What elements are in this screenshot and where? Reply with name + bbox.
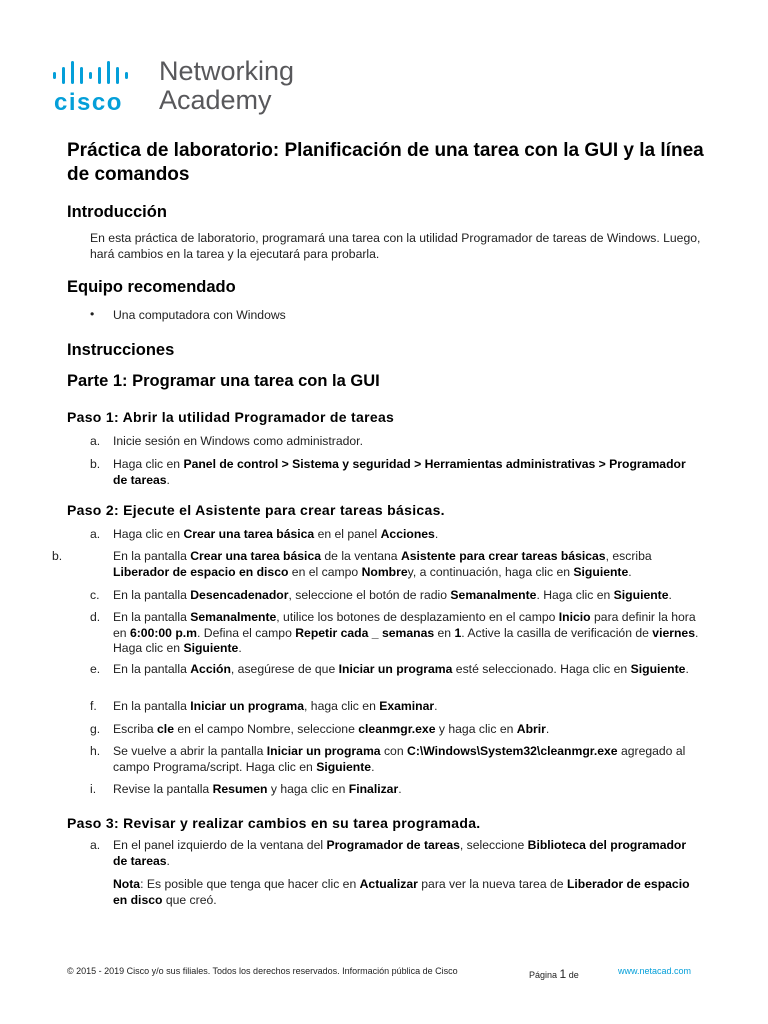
list-marker: b. xyxy=(52,549,63,563)
list-item-text: En la pantalla Crear una tarea básica de la ventana Asistente para crear tareas básicas, escriba Liberador de espacio en disco en el campo Nombrey, a continuación, haga clic en Siguiente. xyxy=(113,549,652,579)
list-item-text: En la pantalla Desencadenador, seleccione el botón de radio Semanalmente. Haga clic en Siguiente. xyxy=(113,588,672,602)
list-marker: a. xyxy=(90,527,101,541)
equipment-item: Una computadora con Windows xyxy=(113,308,286,322)
note-text: Nota: Es posible que tenga que hacer clic en Actualizar para ver la nueva tarea de Liberador de espacio en disco que creó. xyxy=(113,877,690,907)
list-item-text: Se vuelve a abrir la pantalla Iniciar un programa con C:\Windows\System32\cleanmgr.exe agregado al campo Programa/script. Haga clic en Siguiente. xyxy=(113,744,686,774)
equipment-bullet-icon: • xyxy=(90,307,95,321)
footer-page-info xyxy=(529,967,579,981)
list-item-text: Haga clic en Crear una tarea básica en el panel Acciones. xyxy=(113,527,439,541)
list-marker: b. xyxy=(90,457,101,471)
list-marker: c. xyxy=(90,588,100,602)
list-item-text: En la pantalla Acción, asegúrese de que Iniciar un programa esté seleccionado. Haga clic en Siguiente. xyxy=(113,662,689,676)
logo-networking-text: Networking xyxy=(159,56,295,86)
instructions-heading: Instrucciones xyxy=(67,341,175,359)
list-marker: g. xyxy=(90,722,101,736)
step1-heading: Paso 1: Abrir la utilidad Programador de tareas xyxy=(67,409,395,425)
page-label: Página xyxy=(529,970,558,980)
step2-heading: Paso 2: Ejecute el Asistente para crear tareas básicas. xyxy=(67,502,445,518)
footer-copyright: © 2015 - 2019 Cisco y/o sus filiales. Todos los derechos reservados. Información pública de Cisco xyxy=(67,966,458,976)
part1-heading: Parte 1: Programar una tarea con la GUI xyxy=(67,372,380,390)
list-marker: i. xyxy=(90,782,97,796)
list-item-text: Revise la pantalla Resumen y haga clic en Finalizar. xyxy=(113,782,402,796)
logo-academy-text: Academy xyxy=(159,85,272,115)
equipment-heading: Equipo recomendado xyxy=(67,278,236,296)
page-of: de xyxy=(568,970,579,980)
cisco-networking-academy-logo xyxy=(52,58,312,118)
list-marker: d. xyxy=(90,610,101,624)
step3-heading: Paso 3: Revisar y realizar cambios en su tarea programada. xyxy=(67,815,481,831)
cisco-bars-icon xyxy=(52,58,147,84)
list-item-text: Inicie sesión en Windows como administrador. xyxy=(113,434,363,448)
list-marker: a. xyxy=(90,838,101,852)
intro-heading: Introducción xyxy=(67,203,167,221)
list-marker: h. xyxy=(90,744,101,758)
page-number: 1 xyxy=(559,967,567,981)
list-item-text: Haga clic en Panel de control > Sistema y seguridad > Herramientas administrativas > Programador de tareas. xyxy=(113,457,686,487)
list-marker: e. xyxy=(90,662,101,676)
list-item-text: Escriba cle en el campo Nombre, seleccione cleanmgr.exe y haga clic en Abrir. xyxy=(113,722,550,736)
list-item-text: En la pantalla Semanalmente, utilice los botones de desplazamiento en el campo Inicio para definir la hora en 6:00:00 p.m. Defina el campo Repetir cada _ semanas en 1. Active la casilla de verificación de viernes. Haga clic en Siguiente. xyxy=(113,610,699,655)
intro-text: En esta práctica de laboratorio, programará una tarea con la utilidad Programador de tareas de Windows. Luego, hará cambios en la tarea y la ejecutará para probarla. xyxy=(90,231,701,261)
cisco-wordmark: cisco xyxy=(54,89,123,116)
list-marker: a. xyxy=(90,434,101,448)
document-title: Práctica de laboratorio: Planificación de una tarea con la GUI y la línea de comandos xyxy=(67,140,704,185)
footer-url-link[interactable]: www.netacad.com xyxy=(618,966,692,976)
list-marker: f. xyxy=(90,699,97,713)
list-item-text: En el panel izquierdo de la ventana del Programador de tareas, seleccione Biblioteca del programador de tareas. xyxy=(113,838,687,868)
list-item-text: En la pantalla Iniciar un programa, haga clic en Examinar. xyxy=(113,699,438,713)
